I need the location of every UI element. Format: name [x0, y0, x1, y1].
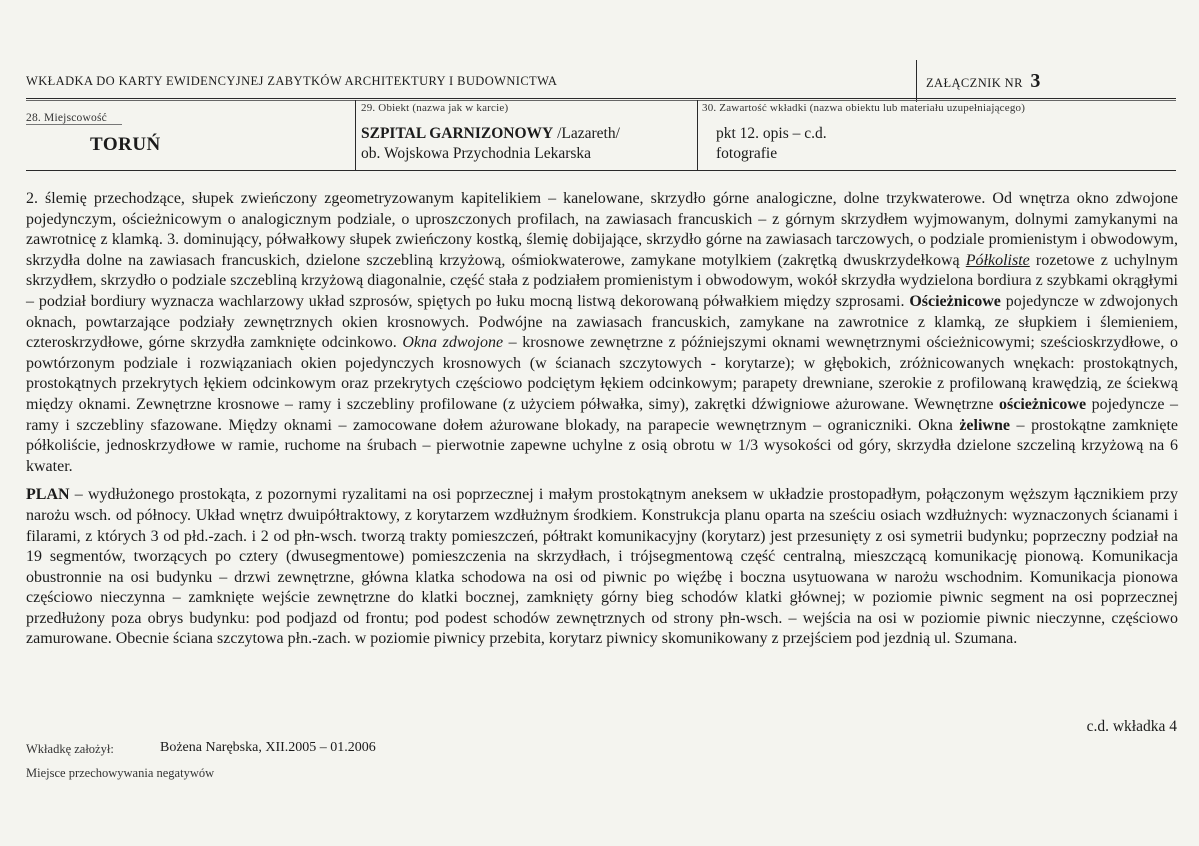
negatives-location-label: Miejsce przechowywania negatywów	[26, 766, 215, 780]
field-28-value: TORUŃ	[90, 134, 161, 155]
field-29-value-bold: SZPITAL GARNIZONOWY	[361, 125, 554, 142]
column-divider-2	[697, 100, 698, 170]
text-segment: 2. ślemię przechodzące, słupek zwieńczony zgeometryzowanym kapitelikiem – kanelowane, skrzydło górne analogiczne, dolne trzykwaterowe. Od wnętrza okno zdwojone pojedynczym, ościeżnicowym o analogicznym podziale, o uproszczonych profilach, na zawiasach francuskich – z górnym skrzydłem wyjmowanym, dolnymi zamykanymi na zawrotnicę z klamką. 3. dominujący, półwałkowy słupek zwieńczony kostką, ślemię dobijające, skrzydło górne na zawiasach tarczowych, o podziale promienistym i obwodowym, skrzydła dolne na zawiasach francuskich, dzielone szczebliną krzyżową, ośmiokwaterowe, zamykane motylkiem (zakrętką dwuskrzydełkową	[26, 190, 1178, 269]
table-top-border	[26, 98, 1176, 99]
field-30-value-line2: fotografie	[716, 145, 778, 162]
continued-note: c.d. wkładka 4	[1086, 718, 1177, 735]
field-30-value-line1: pkt 12. opis – c.d.	[716, 125, 827, 142]
text-segment: – krosnowe zewnętrzne z późniejszymi oknami wewnętrznymi ościeżnicowymi; sześcioskrzydłowe, o powtórzonym podziale i rozwiązaniach okien pojedynczych krosnowych (w ścianach szczytowych - korytarze); w głębokich, zróżnicowanych wnękach: prostokątnych, prostokątnych przekrytych łękiem odcinkowym oraz przekrytych częściowo podciętym łękiem odcinkowym; parapety drewniane, szerokie z profilowaną krawędzią, ze ściekwą między oknami. Zewnętrzne krosnowe – ramy i szczebliny profilowane (z użyciem półwałka, simy), zakrętki dźwigniowe ażurowane. Wewnętrzne	[26, 334, 1179, 413]
paragraph-windows	[26, 189, 1178, 477]
description-body	[26, 189, 1178, 658]
text-segment: – prostokątne zamknięte półkoliście, jednoskrzydłowe w ramie, ruchome na śrubach – pierwotnie zapewne uchylne z osią obrotu w 1/3 wysokości od góry, skrzydła dzielone szczeliną krzyżową na 6 kwater.	[26, 416, 1178, 475]
field-29-value-rest: /Lazareth/	[553, 125, 620, 142]
text-segment: – wydłużonego prostokąta, z pozornymi ryzalitami na osi poprzecznej i małym prostokątnym aneksem w układzie prostopadłym, połączonym węższym łącznikiem przy narożu wsch. od północy. Układ wnętrz dwuipółtraktowy, z korytarzem wzdłużnym środkiem. Konstrukcja planu oparta na sześciu osiach wzdłużnych: wyznaczonych ścianami i filarami, z których 3 od płd.-zach. i 2 od płn-wsch. tworzą trakty pomieszczeń, półtrakt komunikacyjny (korytarz) jest przesunięty z osi symetrii budynku; poprzeczny podział na 19 segmentów, tworzących po cztery (dwusegmentowe) pomieszczenia na skrzydłach, i trójsegmentową część centralną, mieszczącą komunikację pionową. Komunikacja obustronnie na osi budynku – drzwi zewnętrzne, główna klatka schodowa na osi od piwnic po więźbę i boczna usytuowana w narożu wschodnim. Komunikacja pionowa częściowo nieczynna – zamknięte wejście zewnętrzne do klatki bocznej, zamknięty górny bieg schodów klatki głównej; w poziomie piwnic segment na osi poprzecznej przedłużony poza obrys budynku: pod podjazd od frontu; pod podest schodów zewnętrznych od strony płn-wsch. – wejścia na osi w poziomie piwnic nieczynne, częściowo zamurowane. Obecnie ściana szczytowa płn.-zach. w poziomie piwnicy przebita, korytarz piwnicy skomunikowany z przejściem pod jezdnią ul. Szumana.	[26, 486, 1178, 648]
bold-term: Ościeżnicowe	[909, 292, 1001, 310]
field-29-label: 29. Obiekt (nazwa jak w karcie)	[361, 102, 509, 114]
author-value: Bożena Narębska, XII.2005 – 01.2006	[160, 740, 376, 755]
field28-underline	[26, 124, 122, 125]
header-divider	[916, 60, 917, 102]
bold-term: żeliwne	[959, 416, 1010, 434]
paragraph-plan	[26, 485, 1178, 650]
field-30-label: 30. Zawartość wkładki (nazwa obiektu lub materiału uzupełniającego)	[702, 102, 1026, 114]
column-divider-1	[355, 100, 356, 170]
attachment-number-value: 3	[1030, 70, 1041, 92]
text-segment: pojedyncze – ramy i szczebliny sfazowane. Między oknami – zamocowane dołem ażurowane blokady, na parapecie wewnętrznym – ograniczniki. Okna	[26, 395, 1178, 434]
italic-term: Okna zdwojone	[402, 334, 504, 352]
field-29-value-line2: ob. Wojskowa Przychodnia Lekarska	[361, 145, 592, 162]
bold-term: ościeżnicowe	[999, 395, 1087, 413]
section-heading-plan: PLAN	[26, 486, 70, 504]
attachment-label: ZAŁĄCZNIK NR	[926, 76, 1023, 90]
author-label: Wkładkę założył:	[26, 742, 114, 756]
underlined-term: Półkoliste	[965, 251, 1030, 269]
table-top-border-2	[26, 100, 1176, 101]
text-segment: pojedyncze w zdwojonych oknach, powtarzające podziały zewnętrznych okien krosnowych. Podwójne na zawiasach francuskich, zamykane na zawrotnice z klamką, ze słupkiem i ślemieniem, czteroskrzydłowe, górne skrzydła zamknięte odcinkowo.	[26, 292, 1178, 352]
text-segment: rozetowe z uchylnym skrzydłem, skrzydło o podziale szczebliną krzyżową diagonalnie, część stała z podziałem promienistym i obwodowym, wokół skrzydła wydzielona bordiura z szybkami okrągłymi – podział bordiury wyznacza wachlarzowy układ szprosów, spiętych po łuku mocną listwą dekorowaną półwałkiem między szprosami.	[26, 251, 1178, 310]
form-title: WKŁADKA DO KARTY EWIDENCYJNEJ ZABYTKÓW ARCHITEKTURY I BUDOWNICTWA	[26, 74, 558, 88]
field-28-label: 28. Miejscowość	[26, 112, 107, 124]
field-29-value	[361, 125, 620, 143]
attachment-number	[926, 70, 1041, 93]
table-bottom-border	[26, 170, 1176, 171]
